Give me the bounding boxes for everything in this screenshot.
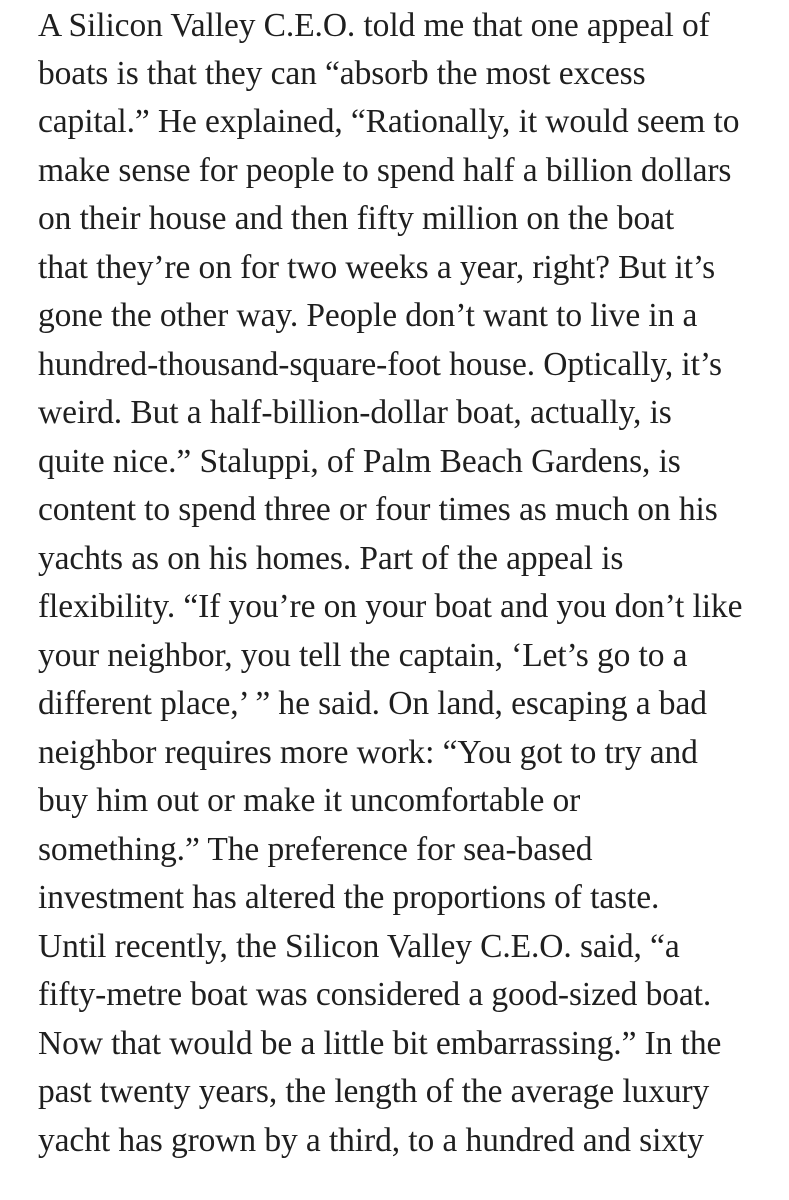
paragraph-line: Until recently, the Silicon Valley C.E.O. said, “a xyxy=(38,928,680,965)
paragraph-line: weird. But a half-billion-dollar boat, actually, is xyxy=(38,394,672,431)
paragraph-line: that they’re on for two weeks a year, right? But it’s xyxy=(38,249,716,286)
paragraph-line: make sense for people to spend half a billion dollars xyxy=(38,152,732,189)
paragraph-line: Now that would be a little bit embarrassing.” In the xyxy=(38,1025,722,1062)
paragraph-line: your neighbor, you tell the captain, ‘Let’s go to a xyxy=(38,637,688,674)
paragraph-line: yacht has grown by a third, to a hundred and sixty xyxy=(38,1122,704,1159)
paragraph-line: capital.” He explained, “Rationally, it would seem to xyxy=(38,103,740,140)
paragraph-line: investment has altered the proportions of taste. xyxy=(38,879,660,916)
paragraph-line: A Silicon Valley C.E.O. told me that one appeal of xyxy=(38,7,710,44)
paragraph-line: fifty-metre boat was considered a good-sized boat. xyxy=(38,976,712,1013)
paragraph-line: gone the other way. People don’t want to live in a xyxy=(38,297,698,334)
paragraph-line: different place,’ ” he said. On land, escaping a bad xyxy=(38,685,707,722)
paragraph-line: boats is that they can “absorb the most excess xyxy=(38,55,646,92)
paragraph-line: flexibility. “If you’re on your boat and you don’t like xyxy=(38,588,743,625)
paragraph-line: buy him out or make it uncomfortable or xyxy=(38,782,581,819)
paragraph-line: hundred-thousand-square-foot house. Optically, it’s xyxy=(38,346,722,383)
paragraph-line: neighbor requires more work: “You got to try and xyxy=(38,734,698,771)
paragraph-line: yachts as on his homes. Part of the appeal is xyxy=(38,540,624,577)
paragraph-line: on their house and then fifty million on the boat xyxy=(38,200,675,237)
paragraph-line: quite nice.” Staluppi, of Palm Beach Gardens, is xyxy=(38,443,681,480)
paragraph-line: something.” The preference for sea-based xyxy=(38,831,593,868)
paragraph-line: past twenty years, the length of the average luxury xyxy=(38,1073,710,1110)
paragraph-line: content to spend three or four times as much on his xyxy=(38,491,718,528)
